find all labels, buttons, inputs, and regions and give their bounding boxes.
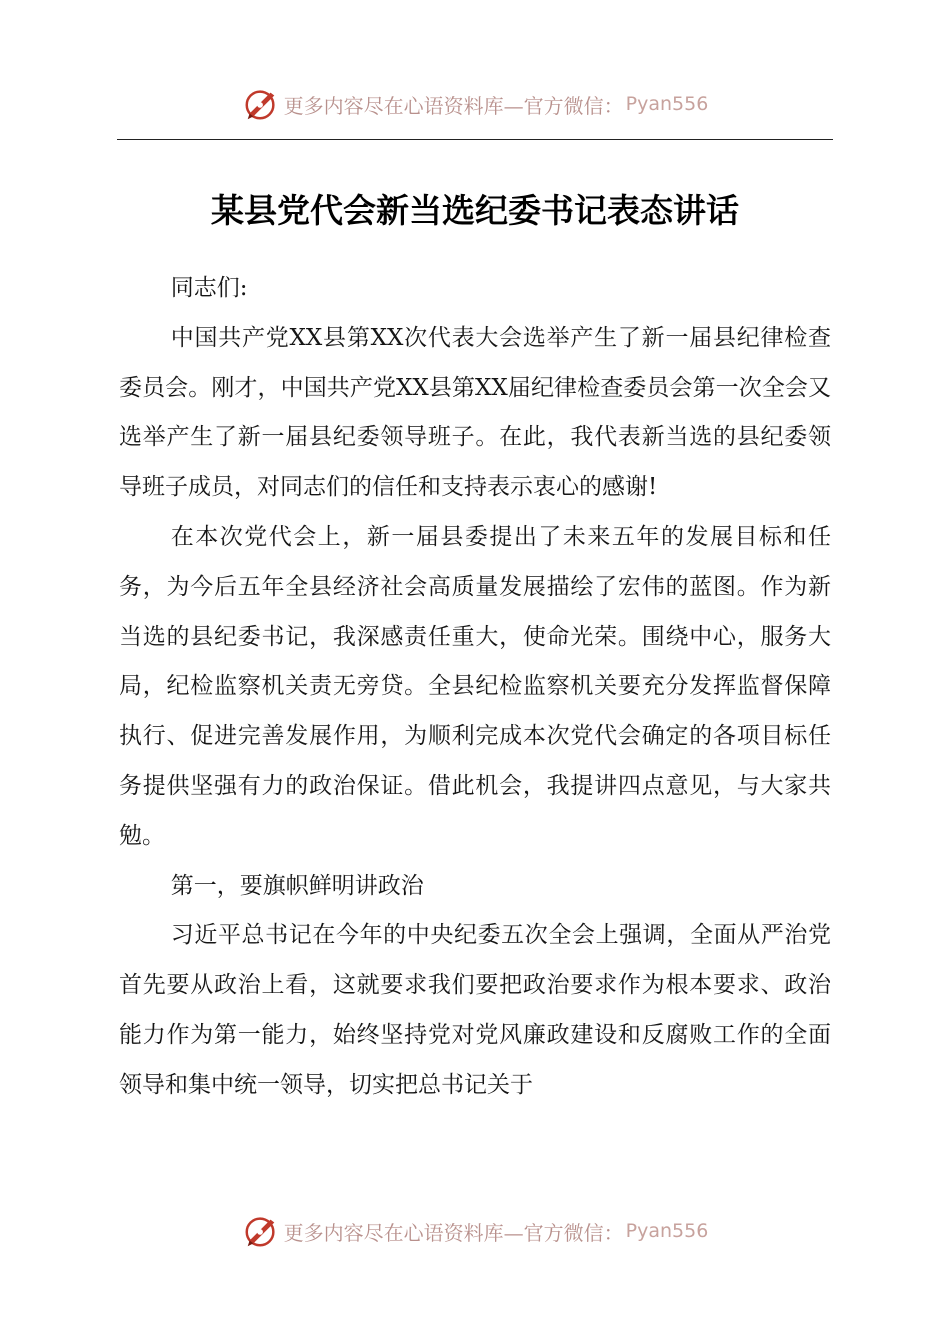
watermark-handle: Pyan556 [625, 1220, 709, 1242]
watermark-text: 更多内容尽在心语资料库—官方微信： [283, 93, 624, 118]
paragraph: 习近平总书记在今年的中央纪委五次全会上强调，全面从严治党首先要从政治上看，这就要求我们要把政治要求作为根本要求、政治能力作为第一能力，始终坚持党对党风廉政建设和反腐败工作的全面领导和集中统一领导，切实把总书记关于 [119, 922, 831, 1098]
footer-watermark [0, 1211, 950, 1251]
watermark-text: 更多内容尽在心语资料库—官方微信： [283, 1220, 624, 1245]
header-watermark [0, 84, 950, 124]
paragraph: 在本次党代会上，新一届县委提出了未来五年的发展目标和任务，为今后五年全县经济社会高质量发展描绘了宏伟的蓝图。作为新当选的县纪委书记，我深感责任重大，使命光荣。围绕中心，服务大局，纪检监察机关责无旁贷。全县纪检监察机关要充分发挥监督保障执行、促进完善发展作用，为顺利完成本次党代会确定的各项目标任务提供坚强有力的政治保证。借此机会，我提讲四点意见，与大家共勉。 [119, 523, 831, 849]
section-heading: 第一，要旗帜鲜明讲政治 [170, 872, 424, 899]
paragraph: 中国共产党XX县第XX次代表大会选举产生了新一届县纪律检查委员会。刚才，中国共产党XX县第XX届纪律检查委员会第一次全会又选举产生了新一届县纪委领导班子。在此，我代表新当选的县纪委领导班子成员，对同志们的信任和支持表示衷心的感谢! [119, 324, 831, 501]
pen-logo-icon [242, 1212, 280, 1250]
watermark-handle: Pyan556 [625, 93, 709, 115]
document-title: 某县党代会新当选纪委书记表态讲话 [211, 191, 739, 230]
header-divider [117, 139, 833, 140]
salutation: 同志们: [170, 275, 248, 301]
pen-logo-icon [242, 85, 280, 123]
document-body [119, 264, 831, 1111]
